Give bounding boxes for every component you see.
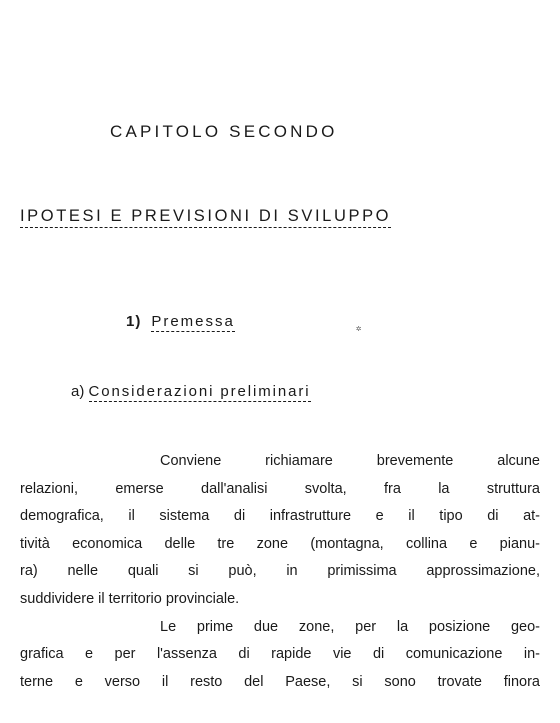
text-line: ra) nelle quali si può, in primissima approssimazione, bbox=[20, 563, 540, 580]
text-line: relazioni, emerse dall'analisi svolta, fra la struttura bbox=[20, 480, 540, 497]
text-line: Conviene richiamare brevemente alcune bbox=[160, 453, 540, 469]
text-line: suddividere il territorio provinciale. bbox=[20, 590, 240, 607]
subsection-label: a) bbox=[71, 383, 85, 400]
ink-speck: ✲ bbox=[356, 324, 362, 334]
text-line: Le prime due zone, per la posizione geo- bbox=[160, 618, 540, 635]
section-title: Premessa bbox=[151, 313, 235, 330]
subsection-title: Considerazioni preliminari bbox=[88, 383, 311, 400]
text-line: demografica, il sistema di infrastrutture e il tipo di at- bbox=[20, 508, 540, 525]
text-line: tività economica delle tre zone (montagna, collina e pianu- bbox=[20, 535, 540, 552]
main-heading: IPOTESI E PREVISIONI DI SVILUPPO bbox=[20, 207, 391, 228]
body-text bbox=[20, 448, 540, 696]
subsection-heading bbox=[71, 383, 311, 400]
section-number: 1) bbox=[126, 313, 142, 330]
text-line: terne e verso il resto del Paese, si sono trovate finora bbox=[20, 673, 540, 690]
text-line: grafica e per l'assenza di rapide vie di comunicazione in- bbox=[20, 646, 540, 663]
section-heading bbox=[126, 313, 235, 330]
chapter-title: CAPITOLO SECONDO bbox=[110, 122, 338, 141]
